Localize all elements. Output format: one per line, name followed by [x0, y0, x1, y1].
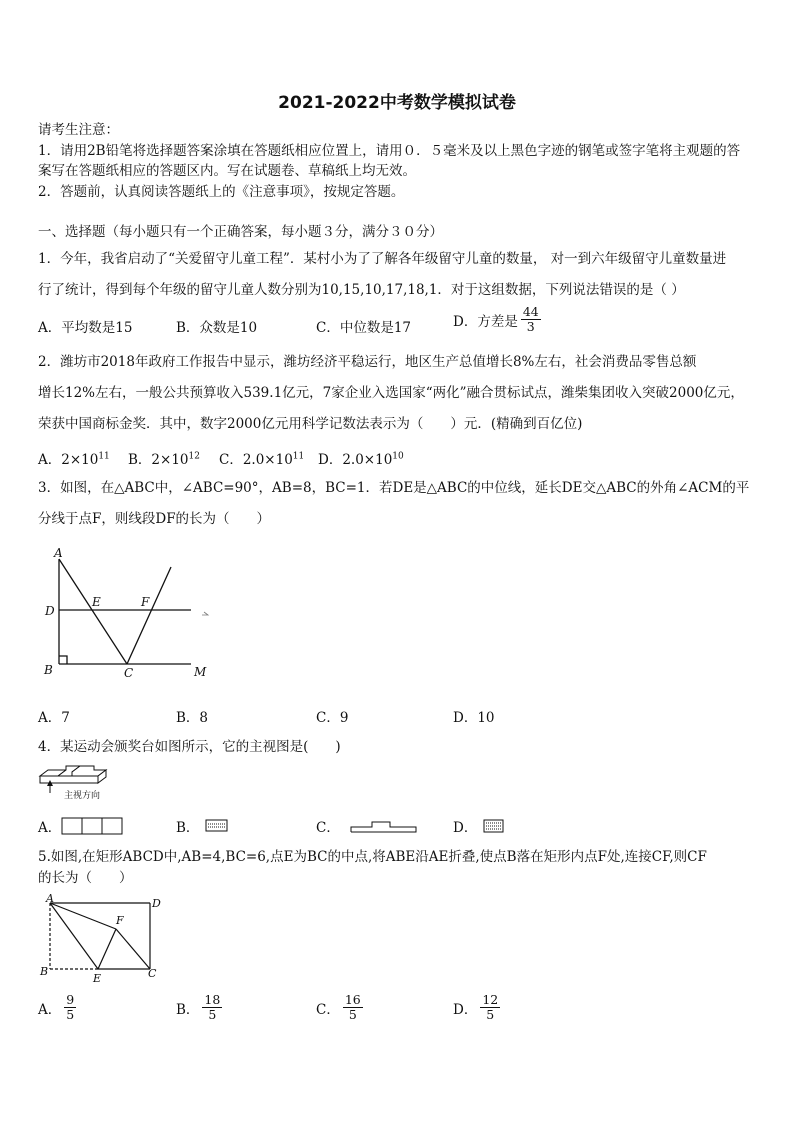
segment-fe — [98, 929, 116, 969]
q3-figure — [36, 543, 226, 683]
q3-option-a: A．7 — [38, 710, 70, 726]
q4-stem-line-1: 4．某运动会颁奖台如图所示，它的主视图是( ) — [38, 739, 341, 755]
q1-stem-line-2: 行了统计，得到每个年级的留守儿童人数分别为10,15,10,17,18,1．对于这组数据，下列说法错误的是（ ） — [38, 282, 685, 298]
q4-option-d-label: D． — [453, 820, 478, 836]
segment-ac — [59, 559, 127, 664]
fraction-denominator: 5 — [66, 1007, 75, 1022]
label-c: C — [124, 666, 134, 680]
return-mark-icon — [202, 612, 208, 615]
q1-stem-line-1: 1．今年，我省启动了“关爱留守儿童工程”．某村小为了了解各年级留守儿童的数量， 对一到六年级留守儿童数量进 — [38, 251, 727, 267]
podium-front — [40, 776, 98, 783]
q4-option-a-label: A． — [38, 820, 62, 836]
label-f: F — [116, 914, 124, 927]
q2-stem-line-2: 增长12%左右，一般公共预算收入539.1亿元，7家企业入选国家“两化”融合贯标试点，潍柴集团收入突破2000亿元， — [38, 385, 744, 401]
fraction-numerator: 44 — [522, 304, 539, 319]
fraction-denominator: 5 — [208, 1007, 217, 1022]
label-d: D — [152, 897, 161, 910]
q4-option-c-label: C． — [316, 820, 340, 836]
q5-stem-line-1: 5.如图,在矩形ABCD中,AB=4,BC=6,点E为BC的中点,将ABE沿AE折叠,使点B落在矩形内点F处,连接CF,则CF — [38, 849, 707, 865]
q5-option-c-prefix: C． — [316, 1001, 340, 1018]
fraction-numerator: 9 — [66, 992, 75, 1007]
q4-option-c — [316, 816, 418, 836]
fraction-numerator: 12 — [482, 992, 499, 1007]
section-heading: 一、选择题（每小题只有一个正确答案，每小题３分，满分３０分） — [38, 224, 443, 240]
q1-option-a: A．平均数是15 — [38, 320, 133, 336]
label-e: E — [93, 972, 102, 985]
q3-stem-line-1: 3．如图，在△ABC中，∠ABC=90°，AB=8，BC=1．若DE是△ABC的中位线，延长DE交△ABC的外角∠ACM的平 — [38, 480, 750, 496]
q2-stem-line-3: 荣获中国商标金奖．其中，数字2000亿元用科学记数法表示为（ ）元．(精确到百亿位) — [38, 416, 583, 432]
view-direction-caption: 主视方向 — [64, 791, 101, 801]
label-m: M — [194, 665, 207, 679]
q2-stem-line-1: 2．潍坊市2018年政府工作报告中显示，潍坊经济平稳运行，地区生产总值增长8%左右，社会消费品零售总额 — [38, 354, 697, 370]
q4-option-d — [453, 816, 505, 836]
fraction-numerator: 18 — [204, 992, 221, 1007]
label-c: C — [148, 967, 157, 980]
label-f: F — [141, 595, 150, 609]
label-b: B — [40, 965, 49, 978]
q1-option-d-prefix: D．方差是 — [453, 313, 518, 330]
three-boxes-front-view-icon — [61, 817, 123, 835]
q5-option-b-prefix: B． — [176, 1001, 200, 1018]
q5-option-d — [453, 993, 500, 1022]
q2-option-a: A．$2\times 10^{11}$ — [38, 451, 110, 468]
segment-fc — [116, 929, 150, 969]
fraction-denominator: 5 — [486, 1007, 495, 1022]
q5-figure — [36, 893, 166, 987]
q5-option-d-fraction — [480, 993, 500, 1022]
q1-option-b: B．众数是10 — [176, 320, 258, 336]
notice-line-1: 1．请用2B铅笔将选择题答案涂填在答题纸相应位置上，请用０．５毫米及以上黑色字迹的钢笔或签字笔将主观题的答 — [38, 143, 741, 159]
label-a: A — [46, 893, 54, 905]
angle-bisector-cf — [127, 567, 171, 664]
q1-option-d-fraction — [521, 305, 541, 334]
q5-option-b-fraction — [202, 993, 222, 1022]
notice-line-2: 案写在答题纸相应的答题区内。写在试题卷、草稿纸上均无效。 — [38, 163, 416, 179]
q5-option-a — [38, 993, 76, 1022]
right-angle-mark — [59, 656, 67, 664]
q1-option-c: C．中位数是17 — [316, 320, 412, 336]
striped-block-icon — [205, 819, 229, 833]
notice-heading: 请考生注意： — [38, 122, 119, 138]
label-b: B — [44, 663, 53, 677]
q4-option-b — [176, 816, 229, 836]
q5-option-a-prefix: A． — [38, 1001, 62, 1018]
q3-stem-line-2: 分线于点F，则线段DF的长为（ ） — [38, 511, 271, 527]
page-title: 2021-2022中考数学模拟试卷 — [278, 93, 516, 113]
q5-stem-line-2: 的长为（ ） — [38, 870, 133, 886]
stepped-profile-icon — [350, 818, 418, 834]
striped-block-icon — [483, 819, 505, 833]
fraction-numerator: 16 — [344, 992, 361, 1007]
q1-option-d — [453, 305, 541, 334]
q4-option-b-label: B． — [176, 820, 200, 836]
q2-option-b: B．$2\times 10^{12}$ — [128, 451, 200, 468]
q4-option-a — [38, 816, 123, 836]
q5-option-d-prefix: D． — [453, 1001, 478, 1018]
label-d: D — [45, 604, 55, 618]
label-a: A — [54, 546, 63, 560]
q5-option-b — [176, 993, 222, 1022]
fraction-denominator: 3 — [526, 319, 535, 334]
q2-option-d: D．$2.0\times 10^{10}$ — [318, 451, 404, 468]
q2-option-c: C．$2.0\times 10^{11}$ — [219, 451, 305, 468]
notice-line-3: 2．答题前，认真阅读答题纸上的《注意事项》，按规定答题。 — [38, 184, 405, 200]
q4-podium-figure — [36, 762, 126, 802]
q3-option-d: D．10 — [453, 710, 495, 726]
q5-option-c-fraction — [343, 993, 363, 1022]
q5-option-c — [316, 993, 363, 1022]
q3-option-b: B．8 — [176, 710, 209, 726]
label-e: E — [92, 595, 101, 609]
q3-option-c: C．9 — [316, 710, 349, 726]
q5-option-a-fraction — [64, 993, 76, 1022]
fraction-denominator: 5 — [348, 1007, 357, 1022]
